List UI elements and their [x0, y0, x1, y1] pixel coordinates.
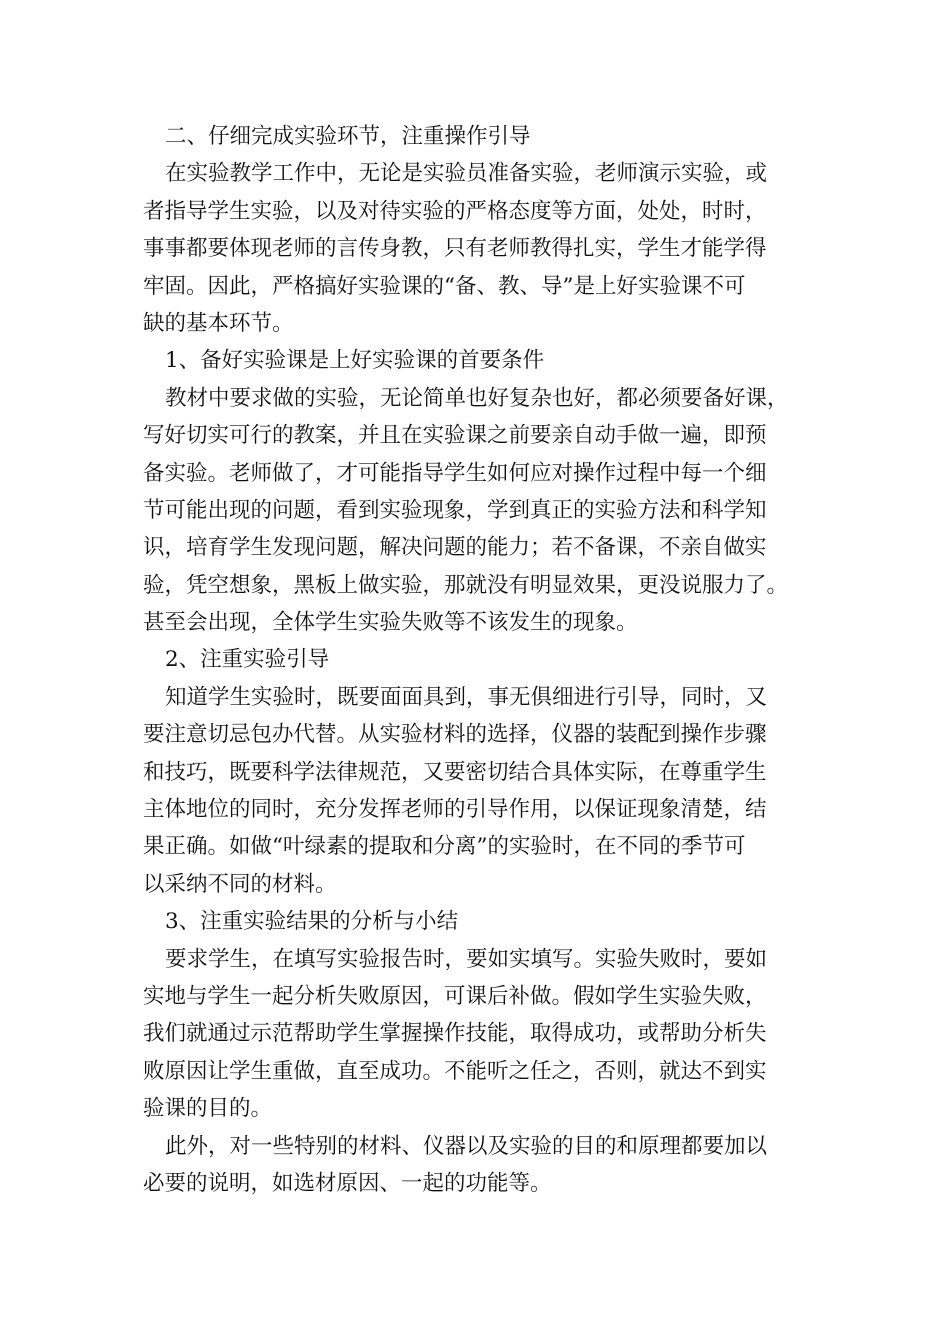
paragraph-line: 以采纳不同的材料。	[143, 871, 337, 897]
paragraph-line: 识，培育学生发现问题，解决问题的能力；若不备课，不亲自做实	[143, 535, 767, 561]
section-heading: 二、仔细完成实验环节，注重操作引导	[165, 124, 531, 149]
paragraph-line: 缺的基本环节。	[143, 310, 294, 336]
paragraph-line: 验，凭空想象，黑板上做实验，那就没有明显效果，更没说服力了。	[143, 572, 789, 598]
subsection-heading: 1、备好实验课是上好实验课的首要条件	[165, 348, 545, 374]
paragraph-line: 在实验教学工作中，无论是实验员准备实验，老师演示实验，或	[165, 161, 768, 187]
paragraph-line: 果正确。如做“叶绿素的提取和分离”的实验时，在不同的季节可	[143, 834, 746, 860]
paragraph-line: 我们就通过示范帮助学生掌握操作技能，取得成功，或帮助分析失	[143, 1021, 767, 1047]
paragraph-line: 知道学生实验时，既要面面具到，事无俱细进行引导，同时，又	[165, 684, 768, 710]
paragraph-line: 和技巧，既要科学法律规范，又要密切结合具体实际，在尊重学生	[143, 759, 767, 785]
paragraph-line: 实地与学生一起分析失败原因，可课后补做。假如学生实验失败，	[143, 983, 767, 1009]
paragraph-line: 此外，对一些特别的材料、仪器以及实验的目的和原理都要加以	[165, 1133, 768, 1159]
paragraph-line: 牢固。因此，严格搞好实验课的“备、教、导”是上好实验课不可	[143, 273, 746, 299]
paragraph-line: 主体地位的同时，充分发挥老师的引导作用，以保证现象清楚，结	[143, 797, 767, 823]
paragraph-line: 教材中要求做的实验，无论简单也好复杂也好，都必须要备好课，	[165, 385, 789, 411]
paragraph-line: 备实验。老师做了，才可能指导学生如何应对操作过程中每一个细	[143, 460, 767, 486]
paragraph-line: 甚至会出现，全体学生实验失败等不该发生的现象。	[143, 610, 638, 636]
paragraph-line: 者指导学生实验，以及对待实验的严格态度等方面，处处，时时，	[143, 198, 767, 224]
paragraph-line: 验课的目的。	[143, 1096, 273, 1122]
paragraph-line: 要求学生，在填写实验报告时，要如实填写。实验失败时，要如	[165, 946, 768, 972]
paragraph-line: 写好切实可行的教案，并且在实验课之前要亲自动手做一遍，即预	[143, 423, 767, 449]
paragraph-line: 必要的说明，如选材原因、一起的功能等。	[143, 1170, 552, 1196]
paragraph-line: 败原因让学生重做，直至成功。不能听之任之，否则，就达不到实	[143, 1058, 767, 1084]
document-body	[143, 118, 828, 1202]
subsection-heading: 2、注重实验引导	[165, 647, 330, 673]
paragraph-line: 要注意切忌包办代替。从实验材料的选择，仪器的装配到操作步骤	[143, 722, 767, 748]
paragraph-line: 事事都要体现老师的言传身教，只有老师教得扎实，学生才能学得	[143, 236, 767, 262]
subsection-heading: 3、注重实验结果的分析与小结	[165, 909, 459, 935]
paragraph-line: 节可能出现的问题，看到实验现象，学到真正的实验方法和科学知	[143, 497, 767, 523]
